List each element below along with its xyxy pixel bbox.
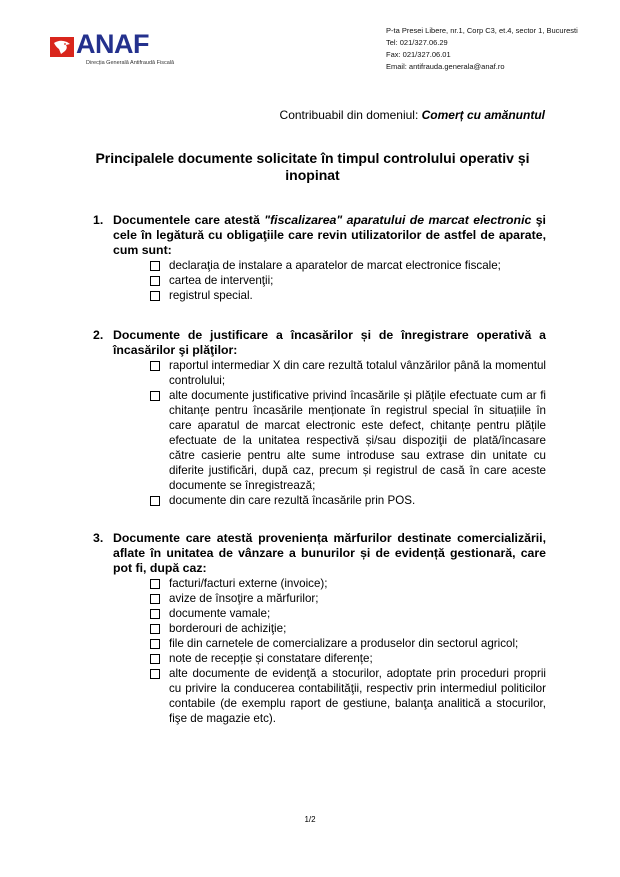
list-item <box>150 591 546 606</box>
section-number: 1. <box>93 213 104 227</box>
heading-text: Documentele care atestă <box>113 213 265 227</box>
section-3 <box>93 531 546 726</box>
page-number: 1/2 <box>304 815 316 824</box>
contact-email: Email: antifrauda.generala@anaf.ro <box>386 62 505 71</box>
item-text: facturi/facturi externe (invoice); <box>169 577 328 590</box>
item-text: alte documente de evidenţă a stocurilor, adoptate prin proceduri proprii cu privire la conducerea contabilităţii, respectiv prin intermediul politicilor contabile (de exemplu raport de gestiune, balanţa analitică a stocurilor, fişe de magazie etc). <box>169 667 546 725</box>
document-title: Principalele documente solicitate în timpul controlului operativ și inopinat <box>95 150 530 183</box>
list-item <box>150 358 546 388</box>
list-item <box>150 273 546 288</box>
item-text: cartea de intervenţii; <box>169 274 274 287</box>
checkbox-icon <box>150 609 160 619</box>
heading-text-cont: şi cele în legătură cu obligaţiile care revin utilizatorilor de astfel de aparate, cum sunt: <box>113 213 546 257</box>
list-item <box>150 651 546 666</box>
document-list <box>93 576 546 726</box>
item-text: alte documente justificative privind încasările și plățile efectuate cum ar fi chitanțe pentru încasările menționate în registrul special în situațiile în care aparatul de marcat electronic este defect, chitanțe pentru plățile efectuate de la unitatea respectivă și/sau dispoziţii de plată/încasare către casierie pentru alte sume introduse sau extrase din unitate cu diferite justificări, după caz, precum și registrul de casă în care aceste documente se înregistrează; <box>169 389 546 492</box>
taxpayer-domain <box>280 108 545 122</box>
item-text: borderouri de achiziţie; <box>169 622 287 635</box>
logo-subtitle: Direcția Generală Antifraudă Fiscală <box>86 60 175 66</box>
logo-text: ANAF <box>76 29 149 59</box>
contact-address: P-ta Presei Libere, nr.1, Corp C3, et.4, sector 1, Bucuresti <box>386 26 578 35</box>
section-heading <box>93 531 546 576</box>
checkbox-icon <box>150 496 160 506</box>
list-item <box>150 636 546 651</box>
checkbox-icon <box>150 654 160 664</box>
checkbox-icon <box>150 594 160 604</box>
section-number: 3. <box>93 531 104 545</box>
item-text: documente vamale; <box>169 607 271 620</box>
list-item <box>150 388 546 493</box>
section-number: 2. <box>93 328 104 342</box>
item-text: file din carnetele de comercializare a produselor din sectorul agricol; <box>169 637 519 650</box>
list-item <box>150 606 546 621</box>
anaf-logo <box>50 29 200 59</box>
contact-block <box>386 25 578 73</box>
eagle-icon <box>50 37 74 57</box>
item-text: raportul intermediar X din care rezultă totalul vânzărilor până la momentul controlului; <box>169 359 546 387</box>
list-item <box>150 576 546 591</box>
section-1 <box>93 213 546 303</box>
checkbox-icon <box>150 639 160 649</box>
checkbox-icon <box>150 261 160 271</box>
checkbox-icon <box>150 276 160 286</box>
heading-text: Documente de justificare a încasărilor și de înregistrare operativă a încasărilor şi plăţilor: <box>113 328 546 357</box>
list-item <box>150 666 546 726</box>
section-heading <box>93 213 546 258</box>
item-text: declaraţia de instalare a aparatelor de marcat electronice fiscale; <box>169 259 501 272</box>
domain-label: Contribuabil din domeniul: <box>279 108 419 122</box>
heading-italic: "fiscalizarea" aparatului de marcat electronic <box>264 213 532 227</box>
document-list <box>93 358 546 508</box>
checkbox-icon <box>150 291 160 301</box>
contact-fax: Fax: 021/327.06.01 <box>386 50 451 59</box>
list-item <box>150 258 546 273</box>
list-item <box>150 621 546 636</box>
list-item <box>150 288 546 303</box>
heading-text: Documente care atestă proveniența mărfurilor destinate comercializării, aflate în unitatea de vânzare a bunurilor și de evidență gestionară, care pot fi, după caz: <box>113 531 546 575</box>
section-heading <box>93 328 546 358</box>
item-text: registrul special. <box>169 289 253 302</box>
item-text: avize de însoţire a mărfurilor; <box>169 592 319 605</box>
domain-value: Comerț cu amănuntul <box>421 108 545 122</box>
checkbox-icon <box>150 624 160 634</box>
checkbox-icon <box>150 361 160 371</box>
item-text: documente din care rezultă încasările prin POS. <box>169 494 416 507</box>
item-text: note de recepție și constatare diferențe; <box>169 652 373 665</box>
checkbox-icon <box>150 391 160 401</box>
document-list <box>93 258 546 303</box>
checkbox-icon <box>150 579 160 589</box>
contact-tel: Tel: 021/327.06.29 <box>386 38 448 47</box>
section-2 <box>93 328 546 508</box>
list-item <box>150 493 546 508</box>
checkbox-icon <box>150 669 160 679</box>
